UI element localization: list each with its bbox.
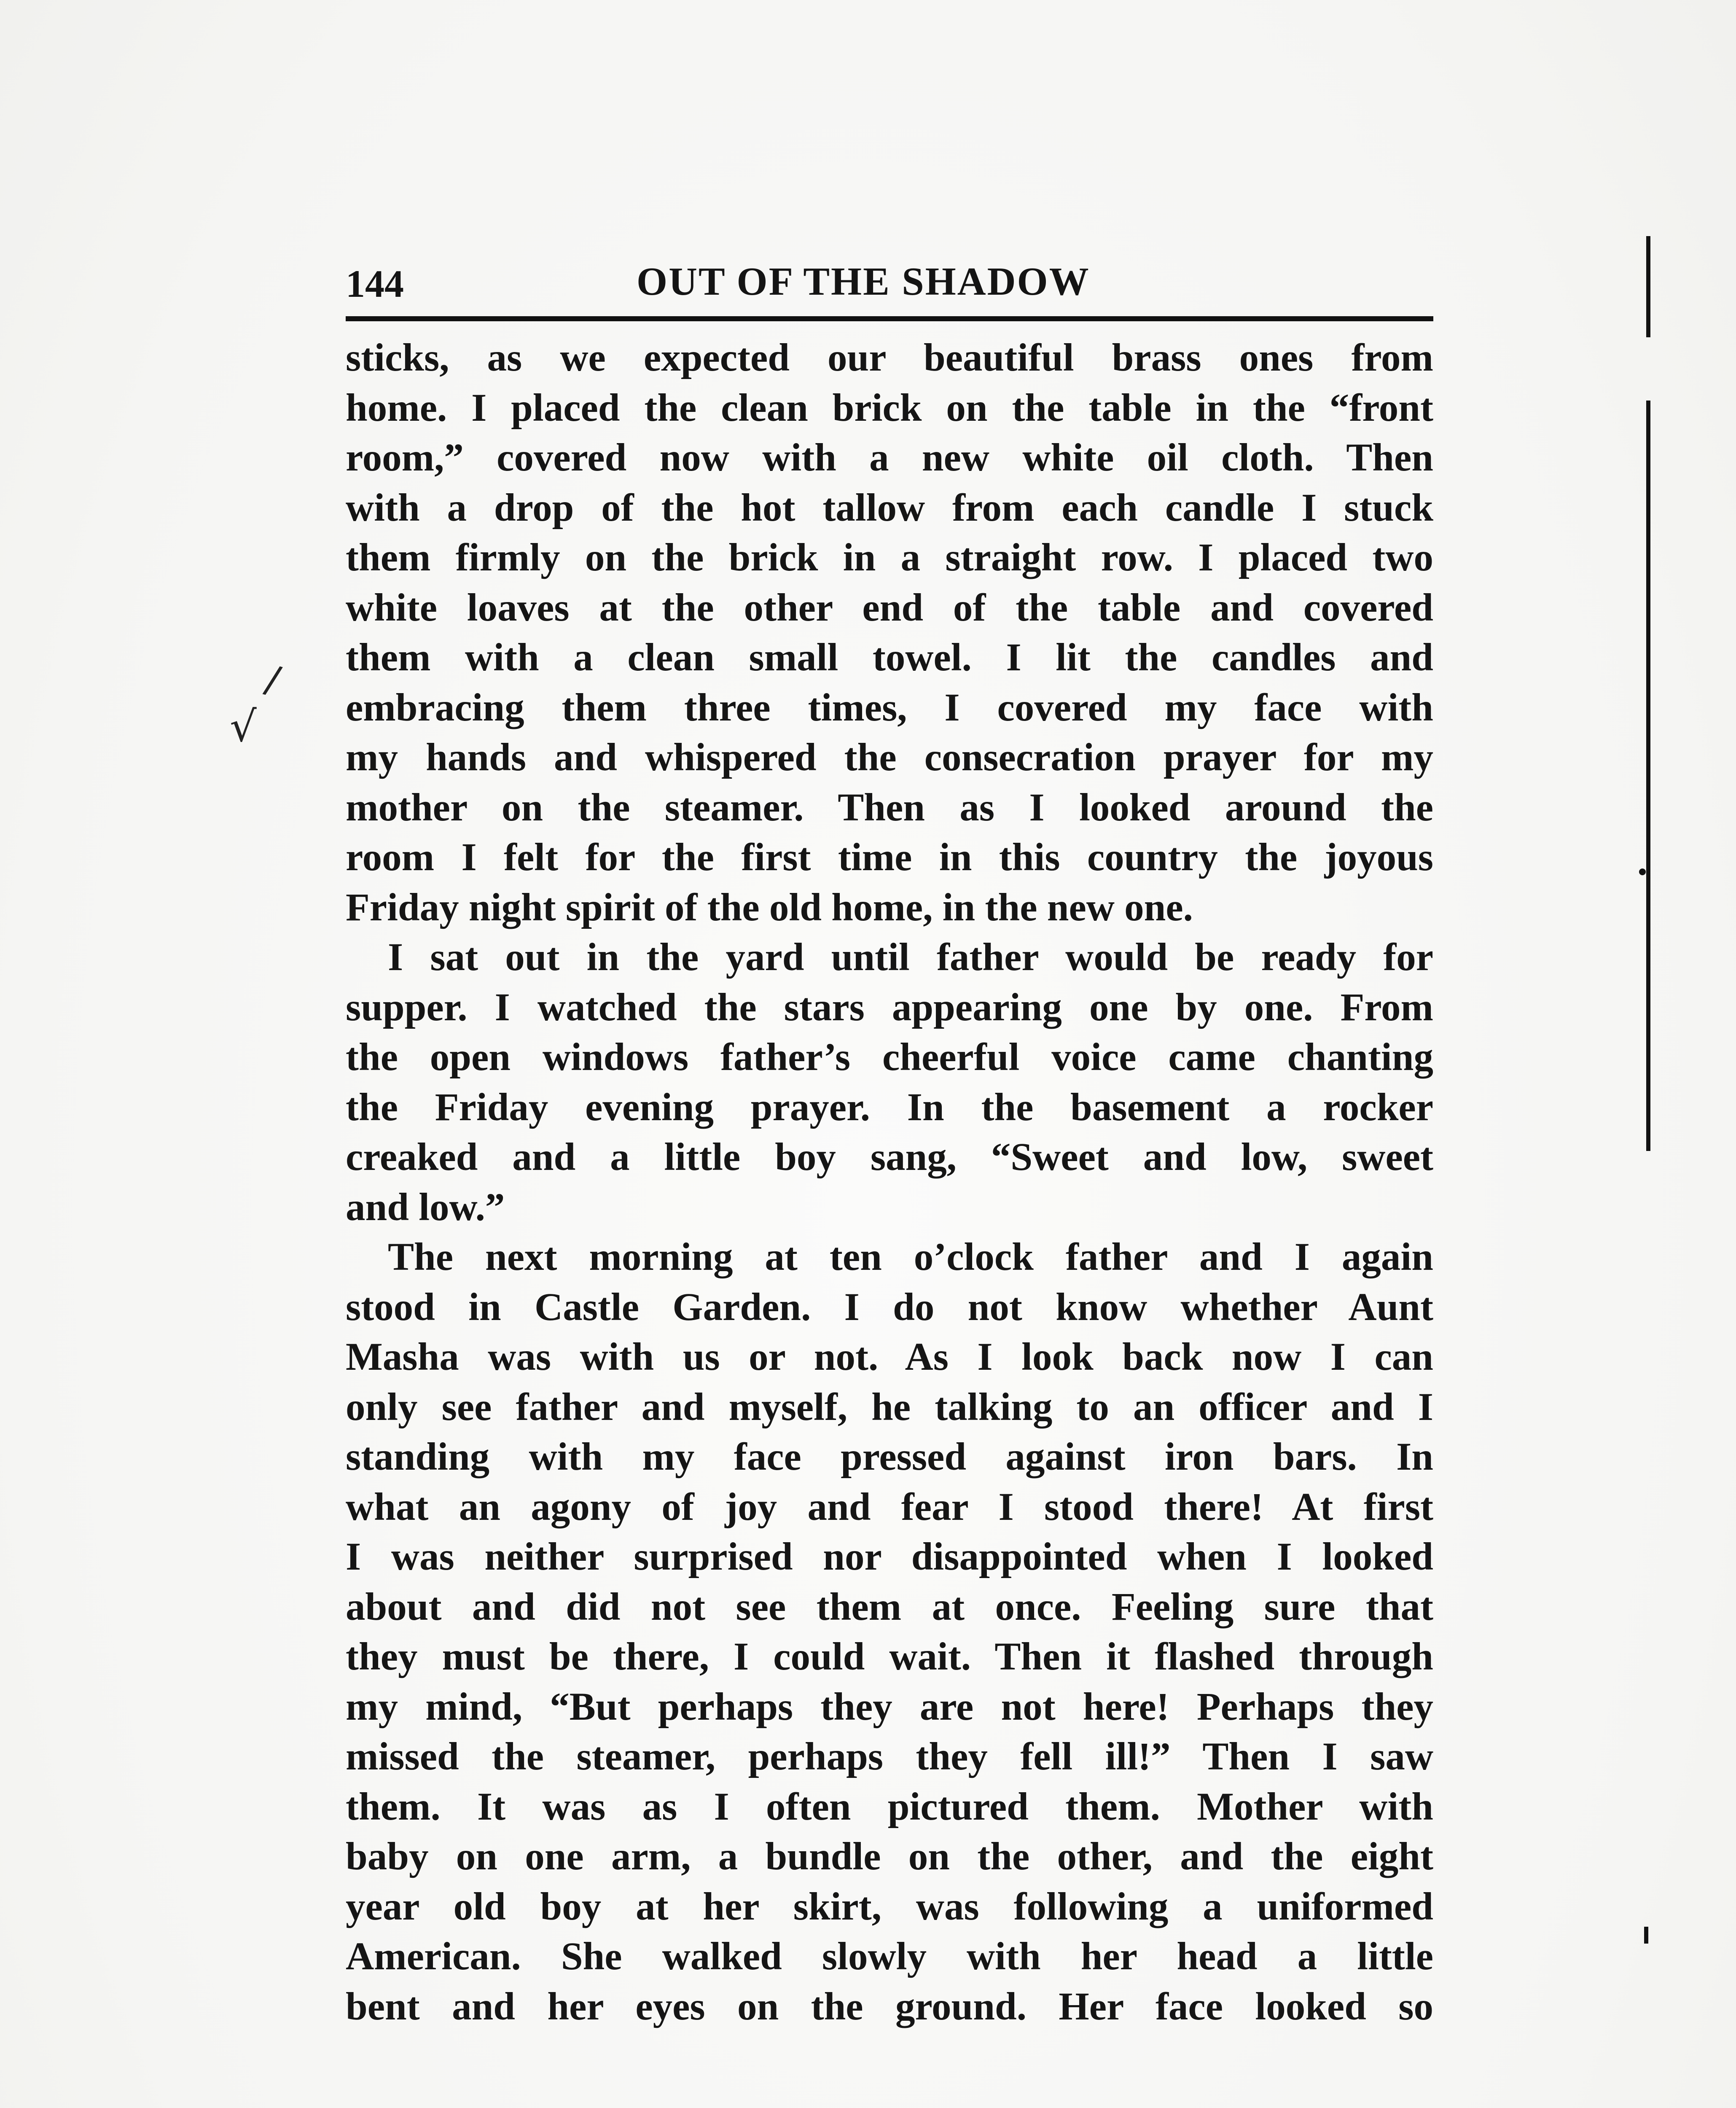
text-line: bent and her eyes on the ground. Her face looked so — [346, 1984, 1433, 2028]
text-line: sticks, as we expected our beautiful brass ones from — [346, 336, 1433, 379]
text-line: baby on one arm, a bundle on the other, and the eight — [346, 1835, 1433, 1878]
text-line: them with a clean small towel. I lit the candles and — [346, 636, 1433, 679]
margin-dot — [1639, 868, 1646, 875]
text-line: year old boy at her skirt, was following a uniformed — [346, 1885, 1433, 1928]
text-line: Masha was with us or not. As I look back now I can — [346, 1335, 1433, 1379]
text-line: with a drop of the hot tallow from each candle I stuck — [346, 486, 1433, 530]
running-title: OUT OF THE SHADOW — [637, 260, 1090, 304]
text-line: and low.” — [346, 1185, 505, 1229]
margin-check-mark: √ — [230, 702, 257, 751]
show-through-texture — [1467, 274, 1703, 2108]
text-line: about and did not see them at once. Feeling sure that — [346, 1585, 1433, 1629]
page-header — [346, 253, 1433, 321]
text-line: my mind, “But perhaps they are not here! Perhaps they — [346, 1685, 1433, 1729]
text-line: stood in Castle Garden. I do not know whether Aunt — [346, 1285, 1433, 1329]
text-line: them firmly on the brick in a straight row. I placed two — [346, 536, 1433, 579]
text-line: creaked and a little boy sang, “Sweet and low, sweet — [346, 1135, 1433, 1179]
text-line: mother on the steamer. Then as I looked around the — [346, 785, 1433, 829]
text-line: room,” covered now with a new white oil cloth. Then — [346, 436, 1433, 479]
text-line: missed the steamer, perhaps they fell ill!” Then I saw — [346, 1735, 1433, 1778]
text-line: room I felt for the first time in this country the joyous — [346, 836, 1433, 879]
text-line: white loaves at the other end of the table and covered — [346, 586, 1433, 629]
text-line: the open windows father’s cheerful voice came chanting — [346, 1035, 1433, 1079]
text-line: home. I placed the clean brick on the table in the “front — [346, 386, 1433, 430]
page-number: 144 — [346, 262, 404, 305]
text-line: The next morning at ten o’clock father and I again — [388, 1235, 1433, 1279]
text-line: they must be there, I could wait. Then it flashed through — [346, 1635, 1433, 1678]
body-text — [346, 333, 1433, 2032]
margin-dot — [1644, 1927, 1648, 1944]
text-line: them. It was as I often pictured them. Mother with — [346, 1785, 1433, 1828]
margin-slash-mark: / — [261, 656, 285, 703]
text-line: what an agony of joy and fear I stood there! At first — [346, 1485, 1433, 1529]
margin-rule — [1646, 236, 1650, 337]
margin-rule — [1646, 401, 1650, 1151]
text-line: Friday night spirit of the old home, in the new one. — [346, 885, 1193, 929]
text-line: my hands and whispered the consecration prayer for my — [346, 736, 1433, 779]
text-line: only see father and myself, he talking to an officer and I — [346, 1385, 1433, 1429]
text-line: American. She walked slowly with her head a little — [346, 1935, 1433, 1978]
text-line: standing with my face pressed against iron bars. In — [346, 1435, 1433, 1479]
text-line: I sat out in the yard until father would be ready for — [388, 936, 1433, 979]
text-line: I was neither surprised nor disappointed when I looked — [346, 1535, 1433, 1578]
text-line: supper. I watched the stars appearing one by one. From — [346, 985, 1433, 1029]
text-line: embracing them three times, I covered my face with — [346, 686, 1433, 729]
text-line: the Friday evening prayer. In the basement a rocker — [346, 1085, 1433, 1129]
